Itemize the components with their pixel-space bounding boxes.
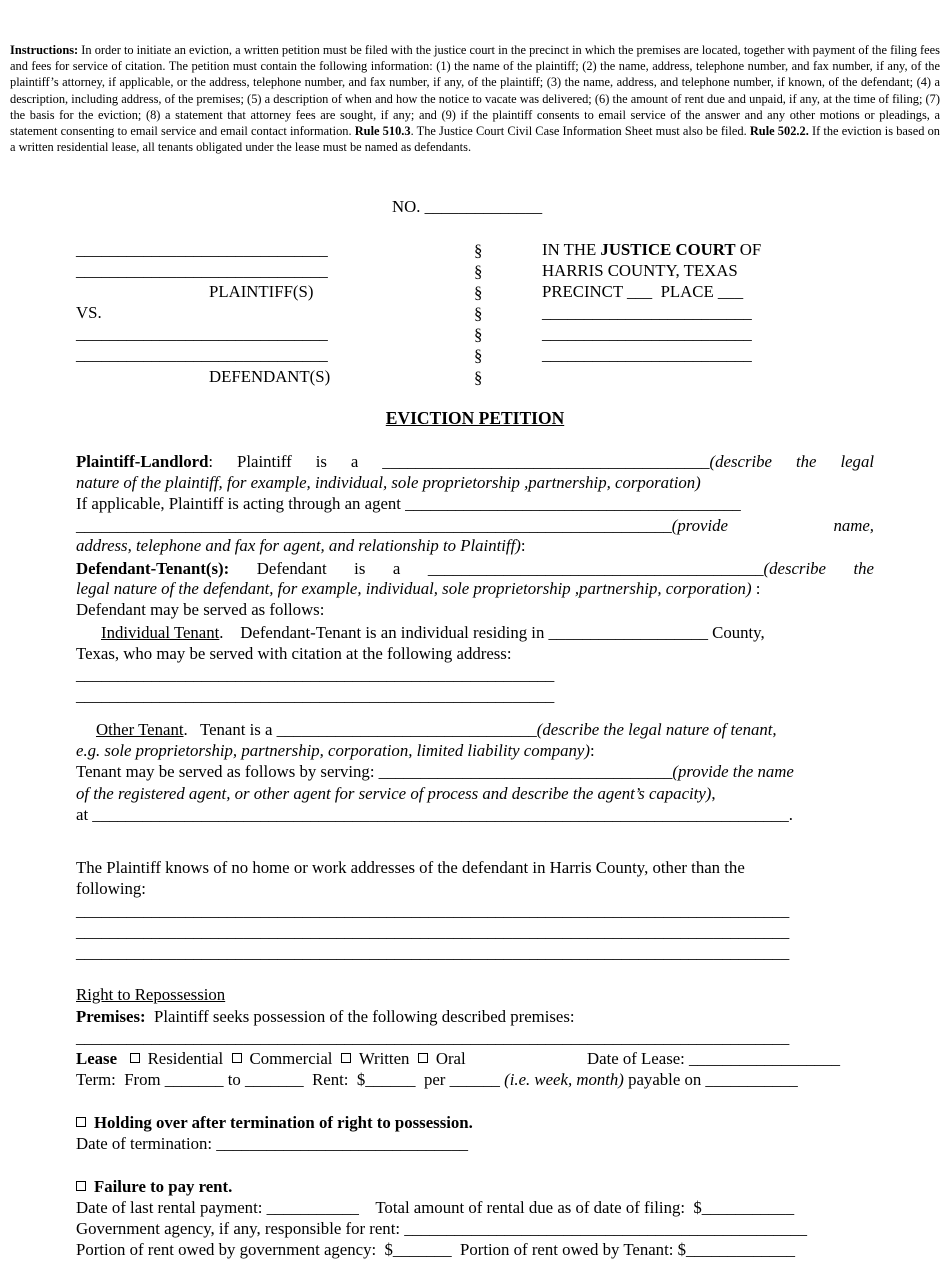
other-tenant-served-field[interactable]: Tenant may be served as follows by serving: ___________________________________(provide the name	[76, 762, 794, 781]
individual-address-line-2[interactable]: _________________________________________________________	[76, 686, 555, 705]
failure-to-pay-checkbox[interactable]	[76, 1181, 86, 1191]
individual-tenant-label: Individual Tenant	[101, 623, 220, 642]
lease-line	[76, 1049, 466, 1069]
section-mark: §	[474, 241, 483, 260]
plaintiff-agent-field[interactable]: If applicable, Plaintiff is acting through an agent ________________________________________	[76, 494, 741, 513]
residential-checkbox[interactable]	[130, 1053, 140, 1063]
holding-over-checkbox[interactable]	[76, 1117, 86, 1127]
county-label: HARRIS COUNTY, TEXAS	[542, 261, 738, 280]
rent-portion-field[interactable]: Portion of rent owed by government agency: $_______ Portion of rent owed by Tenant: $_____________	[76, 1240, 796, 1259]
instructions-text: In order to initiate an eviction, a written petition must be filed with the justice court in the precinct in which the premises are located, together with payment of the filing fees and fees for service of citation. The petition must contain the following information: (1) the name of the plaintiff; (2) the name, address, telephone number, and fax number, if any, of the plaintiff’s attorney, if applicable, or the address, telephone number, and fax number, if any, of the plaintiff; (3) the name, address, and telephone number, if known, of the defendant; (4) a description, including address, of the premises; (5) a description of when and how the notice to vacate was delivered; (6) the amount of rent due and unpaid, if any, at the time of filing; (7) the basis for the eviction; (8) a statement that attorney fees are sought, if any; and (9) if the plaintiff consents to email service of the answer and any other motions or pleadings, a statement consenting to email service and email contact information.	[10, 43, 940, 139]
precinct-place-field[interactable]: PRECINCT ___ PLACE ___	[542, 282, 744, 301]
instructions-text-3: If the eviction is based on a written residential lease, all tenants obligated under the lease must be named as defendants.	[10, 124, 940, 155]
court-blank-line-2[interactable]: _________________________	[542, 324, 752, 343]
defendants-label: DEFENDANT(S)	[209, 367, 331, 386]
oral-option: Oral	[435, 1049, 466, 1068]
section-mark: §	[474, 262, 483, 281]
plaintiff-line-1[interactable]: Plaintiff-Landlord: Plaintiff is a _______________________________________(describe the legal	[76, 452, 874, 471]
plaintiff-name-line-1[interactable]: ______________________________	[76, 240, 328, 259]
government-agency-field[interactable]: Government agency, if any, responsible for rent: ________________________________________________	[76, 1219, 807, 1238]
document-title: EVICTION PETITION	[385, 408, 565, 428]
last-payment-field[interactable]: Date of last rental payment: ___________ Total amount of rental due as of date of filing: $___________	[76, 1198, 795, 1217]
repossession-heading: Right to Repossession	[76, 985, 226, 1004]
individual-tenant-line[interactable]: Individual Tenant. Defendant-Tenant is an individual residing in ___________________ County,	[101, 623, 765, 642]
commercial-option: Commercial	[249, 1049, 333, 1068]
court-heading: IN THE JUSTICE COURT OF	[542, 240, 762, 259]
agent-description: address, telephone and fax for agent, and relationship to Plaintiff):	[76, 536, 526, 555]
defendant-name-line-1[interactable]: ______________________________	[76, 324, 328, 343]
failure-to-pay-line	[76, 1177, 232, 1197]
defendant-tenant-label: Defendant-Tenant(s):	[76, 559, 230, 578]
instructions-label: Instructions:	[10, 43, 79, 57]
other-tenant-line[interactable]: Other Tenant. Tenant is a _______________________________(describe the legal nature of tenant,	[96, 720, 777, 739]
failure-to-pay-label: Failure to pay rent.	[94, 1177, 233, 1196]
known-address-line-1[interactable]: _____________________________________________________________________________________	[76, 901, 790, 920]
premises-label: Premises:	[76, 1007, 146, 1026]
other-tenant-address-field[interactable]: at ___________________________________________________________________________________.	[76, 805, 793, 824]
premises-description-line[interactable]: _____________________________________________________________________________________	[76, 1028, 790, 1047]
vs-label: VS.	[76, 303, 102, 322]
written-option: Written	[358, 1049, 410, 1068]
termination-date-field[interactable]: Date of termination: ______________________________	[76, 1134, 468, 1153]
holding-over-label: Holding over after termination of right to possession.	[94, 1113, 473, 1132]
other-tenant-label: Other Tenant	[96, 720, 184, 739]
individual-tenant-address-label: Texas, who may be served with citation at the following address:	[76, 644, 512, 663]
plaintiff-name-line-2[interactable]: ______________________________	[76, 261, 328, 280]
known-addresses-text-2: following:	[76, 879, 146, 898]
residential-option: Residential	[147, 1049, 224, 1068]
lease-label: Lease	[76, 1049, 118, 1068]
lease-term-line[interactable]: Term: From _______ to _______ Rent: $______ per ______ (i.e. week, month) payable on ___________	[76, 1070, 798, 1089]
known-address-line-2[interactable]: _____________________________________________________________________________________	[76, 922, 790, 941]
commercial-checkbox[interactable]	[232, 1053, 242, 1063]
premises-line: Premises: Plaintiff seeks possession of the following described premises:	[76, 1007, 575, 1026]
defendant-name-line-2[interactable]: ______________________________	[76, 345, 328, 364]
agent-capacity-description: of the registered agent, or other agent for service of process and describe the agent’s capacity),	[76, 784, 716, 803]
plaintiffs-label: PLAINTIFF(S)	[209, 282, 314, 301]
individual-address-line-1[interactable]: _________________________________________________________	[76, 665, 555, 684]
known-addresses-text: The Plaintiff knows of no home or work addresses of the defendant in Harris County, other than the	[76, 858, 745, 877]
plaintiff-landlord-label: Plaintiff-Landlord	[76, 452, 209, 471]
instructions-text-2: . The Justice Court Civil Case Information Sheet must also be filed.	[410, 124, 750, 139]
section-mark: §	[474, 283, 483, 302]
defendant-description: legal nature of the defendant, for example, individual, sole proprietorship ,partnership, corporation) :	[76, 579, 761, 598]
defendant-served-label: Defendant may be served as follows:	[76, 600, 325, 619]
lease-date-field[interactable]: Date of Lease: __________________	[587, 1049, 841, 1068]
section-mark: §	[474, 346, 483, 365]
defendant-line-1[interactable]: Defendant-Tenant(s): Defendant is a ________________________________________(describe the	[76, 559, 874, 578]
section-mark: §	[474, 304, 483, 323]
plaintiff-description: nature of the plaintiff, for example, individual, sole proprietorship ,partnership, corporation)	[76, 473, 701, 492]
holding-over-line	[76, 1113, 473, 1133]
court-blank-line-3[interactable]: _________________________	[542, 345, 752, 364]
written-checkbox[interactable]	[341, 1053, 351, 1063]
instructions-paragraph	[10, 42, 940, 155]
agent-details-line[interactable]: _______________________________________________________________________(provide name,	[76, 516, 874, 535]
section-mark: §	[474, 325, 483, 344]
court-name: JUSTICE COURT	[600, 240, 736, 259]
case-number-field[interactable]: NO. ______________	[392, 197, 543, 216]
known-address-line-3[interactable]: _____________________________________________________________________________________	[76, 943, 790, 962]
rule-502-2: Rule 502.2.	[749, 124, 809, 139]
section-mark: §	[474, 368, 483, 387]
court-blank-line-1[interactable]: _________________________	[542, 303, 752, 322]
rule-510-3: Rule 510.3	[354, 124, 411, 139]
other-tenant-description: e.g. sole proprietorship, partnership, corporation, limited liability company):	[76, 741, 595, 760]
oral-checkbox[interactable]	[418, 1053, 428, 1063]
